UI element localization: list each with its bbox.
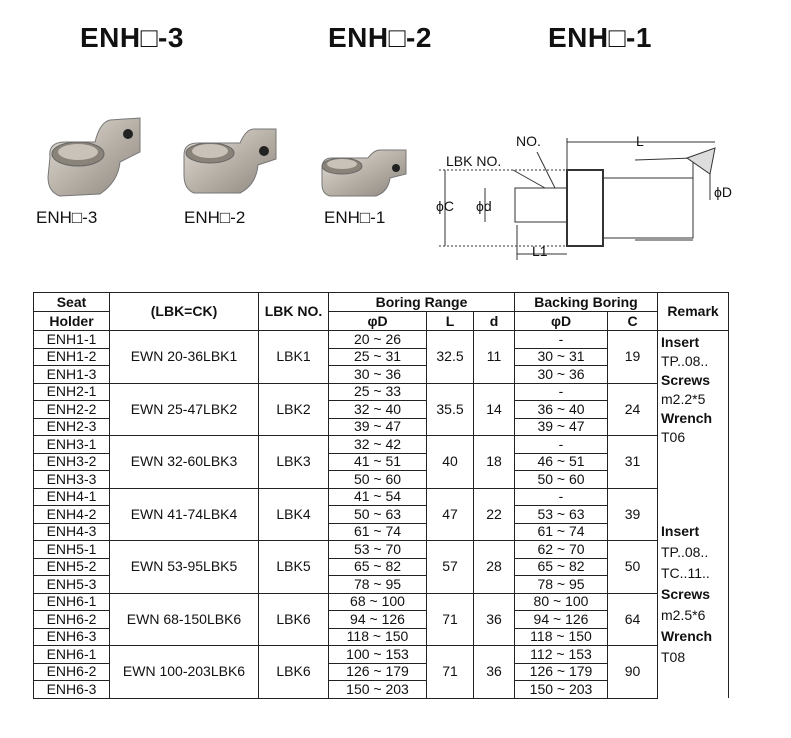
c-cell: 19 bbox=[608, 331, 658, 384]
backing-boring-cell: 46 ~ 51 bbox=[515, 453, 608, 471]
boring-range-cell: 78 ~ 95 bbox=[329, 576, 427, 594]
header-lbk-no: LBK NO. bbox=[259, 293, 329, 331]
header-l: L bbox=[427, 312, 474, 331]
lbk-ck-cell: EWN 25-47LBK2 bbox=[110, 383, 259, 436]
header-boring-range: Boring Range bbox=[329, 293, 515, 312]
lbk-no-cell: LBK5 bbox=[259, 541, 329, 594]
remark-text: Wrench bbox=[661, 628, 713, 644]
table-row bbox=[34, 541, 729, 559]
d-cell: 36 bbox=[474, 593, 515, 646]
backing-boring-cell: 78 ~ 95 bbox=[515, 576, 608, 594]
backing-boring-cell: 53 ~ 63 bbox=[515, 506, 608, 524]
seat-holder-cell: ENH6-3 bbox=[34, 628, 110, 646]
boring-range-cell: 126 ~ 179 bbox=[329, 663, 427, 681]
seat-holder-cell: ENH5-1 bbox=[34, 541, 110, 559]
remark-text: Screws bbox=[661, 372, 711, 388]
d-cell: 22 bbox=[474, 488, 515, 541]
header-phid: φD bbox=[329, 312, 427, 331]
label-no: NO. bbox=[516, 133, 541, 149]
remark-cell-b bbox=[658, 488, 729, 698]
table-row bbox=[34, 488, 729, 506]
caption-enh-1: ENH□-1 bbox=[324, 208, 386, 227]
backing-boring-cell: 65 ~ 82 bbox=[515, 558, 608, 576]
seat-holder-cell: ENH5-3 bbox=[34, 576, 110, 594]
boring-range-cell: 61 ~ 74 bbox=[329, 523, 427, 541]
backing-boring-cell: 62 ~ 70 bbox=[515, 541, 608, 559]
lbk-no-cell: LBK1 bbox=[259, 331, 329, 384]
table-row bbox=[34, 436, 729, 454]
remark-text: TP..08.. bbox=[661, 353, 709, 369]
lbk-ck-cell: EWN 32-60LBK3 bbox=[110, 436, 259, 489]
seat-holder-1-photo bbox=[318, 148, 410, 200]
remark-text: T08 bbox=[661, 649, 686, 665]
remark-text: Screws bbox=[661, 586, 711, 602]
backing-boring-cell: 30 ~ 36 bbox=[515, 366, 608, 384]
seat-holder-cell: ENH2-3 bbox=[34, 418, 110, 436]
remark-text: m2.5*6 bbox=[661, 607, 706, 623]
header-remark: Remark bbox=[658, 293, 729, 331]
backing-boring-cell: - bbox=[515, 383, 608, 401]
boring-range-cell: 41 ~ 51 bbox=[329, 453, 427, 471]
header-backing-boring: Backing Boring bbox=[515, 293, 658, 312]
backing-boring-cell: - bbox=[515, 331, 608, 349]
label-phi-d-small: ϕd bbox=[476, 198, 492, 214]
remark-text: Insert bbox=[661, 523, 700, 539]
boring-range-cell: 32 ~ 42 bbox=[329, 436, 427, 454]
seat-holder-cell: ENH3-3 bbox=[34, 471, 110, 489]
c-cell: 50 bbox=[608, 541, 658, 594]
backing-boring-cell: 126 ~ 179 bbox=[515, 663, 608, 681]
l-cell: 47 bbox=[427, 488, 474, 541]
seat-holder-cell: ENH1-1 bbox=[34, 331, 110, 349]
backing-boring-cell: 112 ~ 153 bbox=[515, 646, 608, 664]
boring-range-cell: 39 ~ 47 bbox=[329, 418, 427, 436]
seat-holder-cell: ENH5-2 bbox=[34, 558, 110, 576]
boring-range-cell: 25 ~ 31 bbox=[329, 348, 427, 366]
lbk-ck-cell: EWN 53-95LBK5 bbox=[110, 541, 259, 594]
l-cell: 35.5 bbox=[427, 383, 474, 436]
seat-holder-cell: ENH3-1 bbox=[34, 436, 110, 454]
d-cell: 14 bbox=[474, 383, 515, 436]
label-phi-d: ϕD bbox=[714, 184, 732, 200]
l-cell: 32.5 bbox=[427, 331, 474, 384]
remark-text: Wrench bbox=[661, 410, 713, 426]
seat-holder-2-photo bbox=[180, 125, 280, 197]
d-cell: 18 bbox=[474, 436, 515, 489]
lbk-no-cell: LBK4 bbox=[259, 488, 329, 541]
remark-text: TC..11.. bbox=[661, 565, 710, 581]
c-cell: 90 bbox=[608, 646, 658, 699]
backing-boring-cell: 80 ~ 100 bbox=[515, 593, 608, 611]
boring-range-cell: 50 ~ 60 bbox=[329, 471, 427, 489]
boring-range-cell: 53 ~ 70 bbox=[329, 541, 427, 559]
table-row bbox=[34, 646, 729, 664]
table-row bbox=[34, 593, 729, 611]
l-cell: 71 bbox=[427, 646, 474, 699]
l-cell: 57 bbox=[427, 541, 474, 594]
remark-text: T06 bbox=[661, 429, 686, 445]
backing-boring-cell: 94 ~ 126 bbox=[515, 611, 608, 629]
backing-boring-cell: 36 ~ 40 bbox=[515, 401, 608, 419]
backing-boring-cell: 50 ~ 60 bbox=[515, 471, 608, 489]
header-d: d bbox=[474, 312, 515, 331]
lbk-ck-cell: EWN 20-36LBK1 bbox=[110, 331, 259, 384]
caption-enh-3: ENH□-3 bbox=[36, 208, 98, 227]
remark-cell-a bbox=[658, 331, 729, 489]
seat-holder-cell: ENH2-1 bbox=[34, 383, 110, 401]
seat-holder-cell: ENH6-1 bbox=[34, 646, 110, 664]
lbk-no-cell: LBK2 bbox=[259, 383, 329, 436]
c-cell: 64 bbox=[608, 593, 658, 646]
lbk-no-cell: LBK3 bbox=[259, 436, 329, 489]
table-row bbox=[34, 383, 729, 401]
seat-holder-cell: ENH6-1 bbox=[34, 593, 110, 611]
seat-holder-cell: ENH3-2 bbox=[34, 453, 110, 471]
table-row bbox=[34, 331, 729, 349]
d-cell: 36 bbox=[474, 646, 515, 699]
title-enh-2: ENH□-2 bbox=[328, 22, 432, 53]
c-cell: 39 bbox=[608, 488, 658, 541]
seat-holder-cell: ENH4-3 bbox=[34, 523, 110, 541]
lbk-no-cell: LBK6 bbox=[259, 646, 329, 699]
seat-holder-cell: ENH1-2 bbox=[34, 348, 110, 366]
boring-range-cell: 100 ~ 153 bbox=[329, 646, 427, 664]
lbk-no-cell: LBK6 bbox=[259, 593, 329, 646]
backing-boring-cell: 61 ~ 74 bbox=[515, 523, 608, 541]
boring-range-cell: 118 ~ 150 bbox=[329, 628, 427, 646]
lbk-ck-cell: EWN 100-203LBK6 bbox=[110, 646, 259, 699]
title-enh-1: ENH□-1 bbox=[548, 22, 652, 53]
table-header-row bbox=[34, 293, 729, 312]
remark-text: TP..08.. bbox=[661, 544, 709, 560]
label-phi-c: ϕC bbox=[436, 198, 454, 214]
label-l1: L1 bbox=[532, 243, 548, 259]
boring-range-cell: 65 ~ 82 bbox=[329, 558, 427, 576]
caption-enh-2: ENH□-2 bbox=[184, 208, 246, 227]
title-enh-3: ENH□-3 bbox=[80, 22, 184, 53]
boring-range-cell: 94 ~ 126 bbox=[329, 611, 427, 629]
boring-range-cell: 32 ~ 40 bbox=[329, 401, 427, 419]
backing-boring-cell: 39 ~ 47 bbox=[515, 418, 608, 436]
l-cell: 40 bbox=[427, 436, 474, 489]
seat-holder-cell: ENH4-2 bbox=[34, 506, 110, 524]
lbk-ck-cell: EWN 68-150LBK6 bbox=[110, 593, 259, 646]
backing-boring-cell: 118 ~ 150 bbox=[515, 628, 608, 646]
boring-range-cell: 25 ~ 33 bbox=[329, 383, 427, 401]
c-cell: 24 bbox=[608, 383, 658, 436]
backing-boring-cell: 30 ~ 31 bbox=[515, 348, 608, 366]
l-cell: 71 bbox=[427, 593, 474, 646]
boring-range-cell: 150 ~ 203 bbox=[329, 681, 427, 699]
header-c: C bbox=[608, 312, 658, 331]
seat-holder-cell: ENH6-3 bbox=[34, 681, 110, 699]
seat-holder-3-photo bbox=[40, 112, 150, 202]
header-holder: Holder bbox=[34, 312, 110, 331]
boring-range-cell: 30 ~ 36 bbox=[329, 366, 427, 384]
remark-text: m2.2*5 bbox=[661, 391, 706, 407]
header-seat: Seat bbox=[34, 293, 110, 312]
backing-boring-cell: - bbox=[515, 436, 608, 454]
boring-range-cell: 20 ~ 26 bbox=[329, 331, 427, 349]
d-cell: 28 bbox=[474, 541, 515, 594]
seat-holder-cell: ENH2-2 bbox=[34, 401, 110, 419]
boring-range-cell: 68 ~ 100 bbox=[329, 593, 427, 611]
c-cell: 31 bbox=[608, 436, 658, 489]
spec-table bbox=[33, 292, 729, 699]
seat-holder-cell: ENH6-2 bbox=[34, 663, 110, 681]
lbk-ck-cell: EWN 41-74LBK4 bbox=[110, 488, 259, 541]
seat-holder-cell: ENH6-2 bbox=[34, 611, 110, 629]
header-phid-back: φD bbox=[515, 312, 608, 331]
header-lbk-ck: (LBK=CK) bbox=[110, 293, 259, 331]
backing-boring-cell: 150 ~ 203 bbox=[515, 681, 608, 699]
label-l: L bbox=[636, 133, 644, 149]
boring-range-cell: 41 ~ 54 bbox=[329, 488, 427, 506]
backing-boring-cell: - bbox=[515, 488, 608, 506]
boring-range-cell: 50 ~ 63 bbox=[329, 506, 427, 524]
seat-holder-cell: ENH4-1 bbox=[34, 488, 110, 506]
d-cell: 11 bbox=[474, 331, 515, 384]
seat-holder-cell: ENH1-3 bbox=[34, 366, 110, 384]
remark-text: Insert bbox=[661, 334, 700, 350]
label-lbk-no: LBK NO. bbox=[446, 153, 502, 169]
